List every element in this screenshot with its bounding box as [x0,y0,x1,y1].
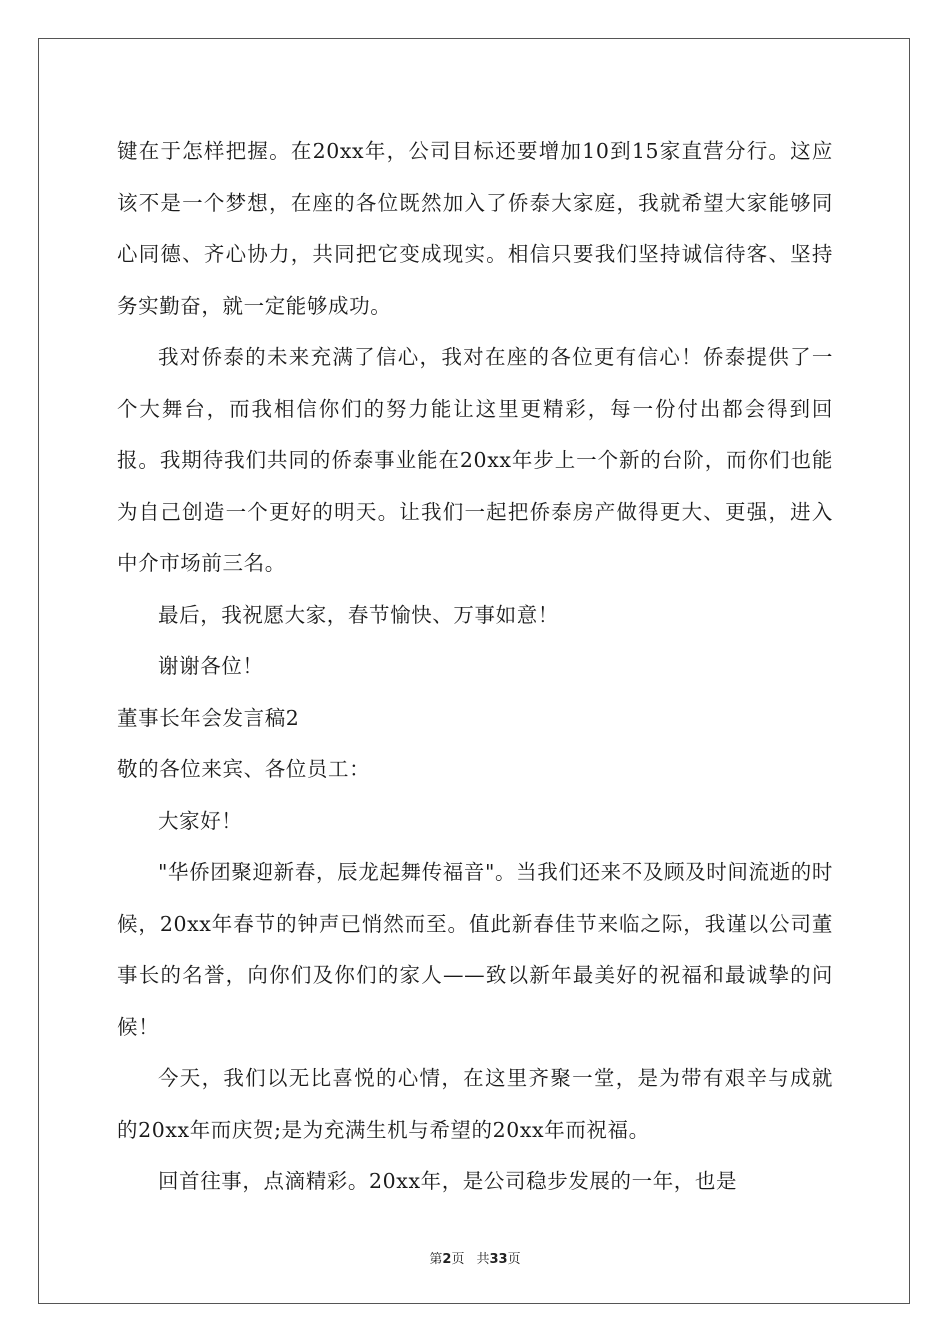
paragraph: 最后，我祝愿大家，春节愉快、万事如意！ [158,602,559,627]
total-suffix: 页 [507,1252,521,1267]
total-pages: 33 [489,1252,508,1267]
paragraph: 我对侨泰的未来充满了信心，我对在座的各位更有信心！侨泰提供了一个大舞台，而我相信你们的努力能让这里更精彩，每一份付出都会得到回报。我期待我们共同的侨泰事业能在20xx年步上一个新的台阶，而你们也能为自己创造一个更好的明天。让我们一起把侨泰房产做得更大、更强，进入中介市场前三名。 [117,345,833,575]
total-prefix: 共 [476,1252,490,1267]
paragraph: 键在于怎样把握。在20xx年，公司目标还要增加10到15家直营分行。这应该不是一个梦想，在座的各位既然加入了侨泰大家庭，我就希望大家能够同心同德、齐心协力，共同把它变成现实。相信只要我们坚持诚信待客、坚持务实勤奋，就一定能够成功。 [117,139,833,318]
page-footer [0,1248,950,1267]
section-heading: 董事长年会发言稿2 [117,705,300,730]
paragraph: "华侨团聚迎新春，辰龙起舞传福音"。当我们还来不及顾及时间流逝的时候，20xx年春节的钟声已悄然而至。值此新春佳节来临之际，我谨以公司董事长的名誉，向你们及你们的家人——致以新年最美好的祝福和最诚挚的问候！ [117,860,833,1039]
paragraph: 回首往事，点滴精彩。20xx年，是公司稳步发展的一年，也是 [158,1169,738,1193]
page-suffix: 页 [451,1252,465,1267]
greeting: 大家好！ [158,808,243,833]
paragraph: 谢谢各位！ [158,654,264,678]
salutation: 敬的各位来宾、各位员工： [117,757,371,781]
page-prefix: 第 [429,1252,443,1267]
page-number: 2 [442,1252,452,1267]
paragraph: 今天，我们以无比喜悦的心情，在这里齐聚一堂，是为带有艰辛与成就的20xx年而庆贺;是为充满生机与希望的20xx年而祝福。 [117,1066,833,1142]
document-body [117,126,833,1208]
